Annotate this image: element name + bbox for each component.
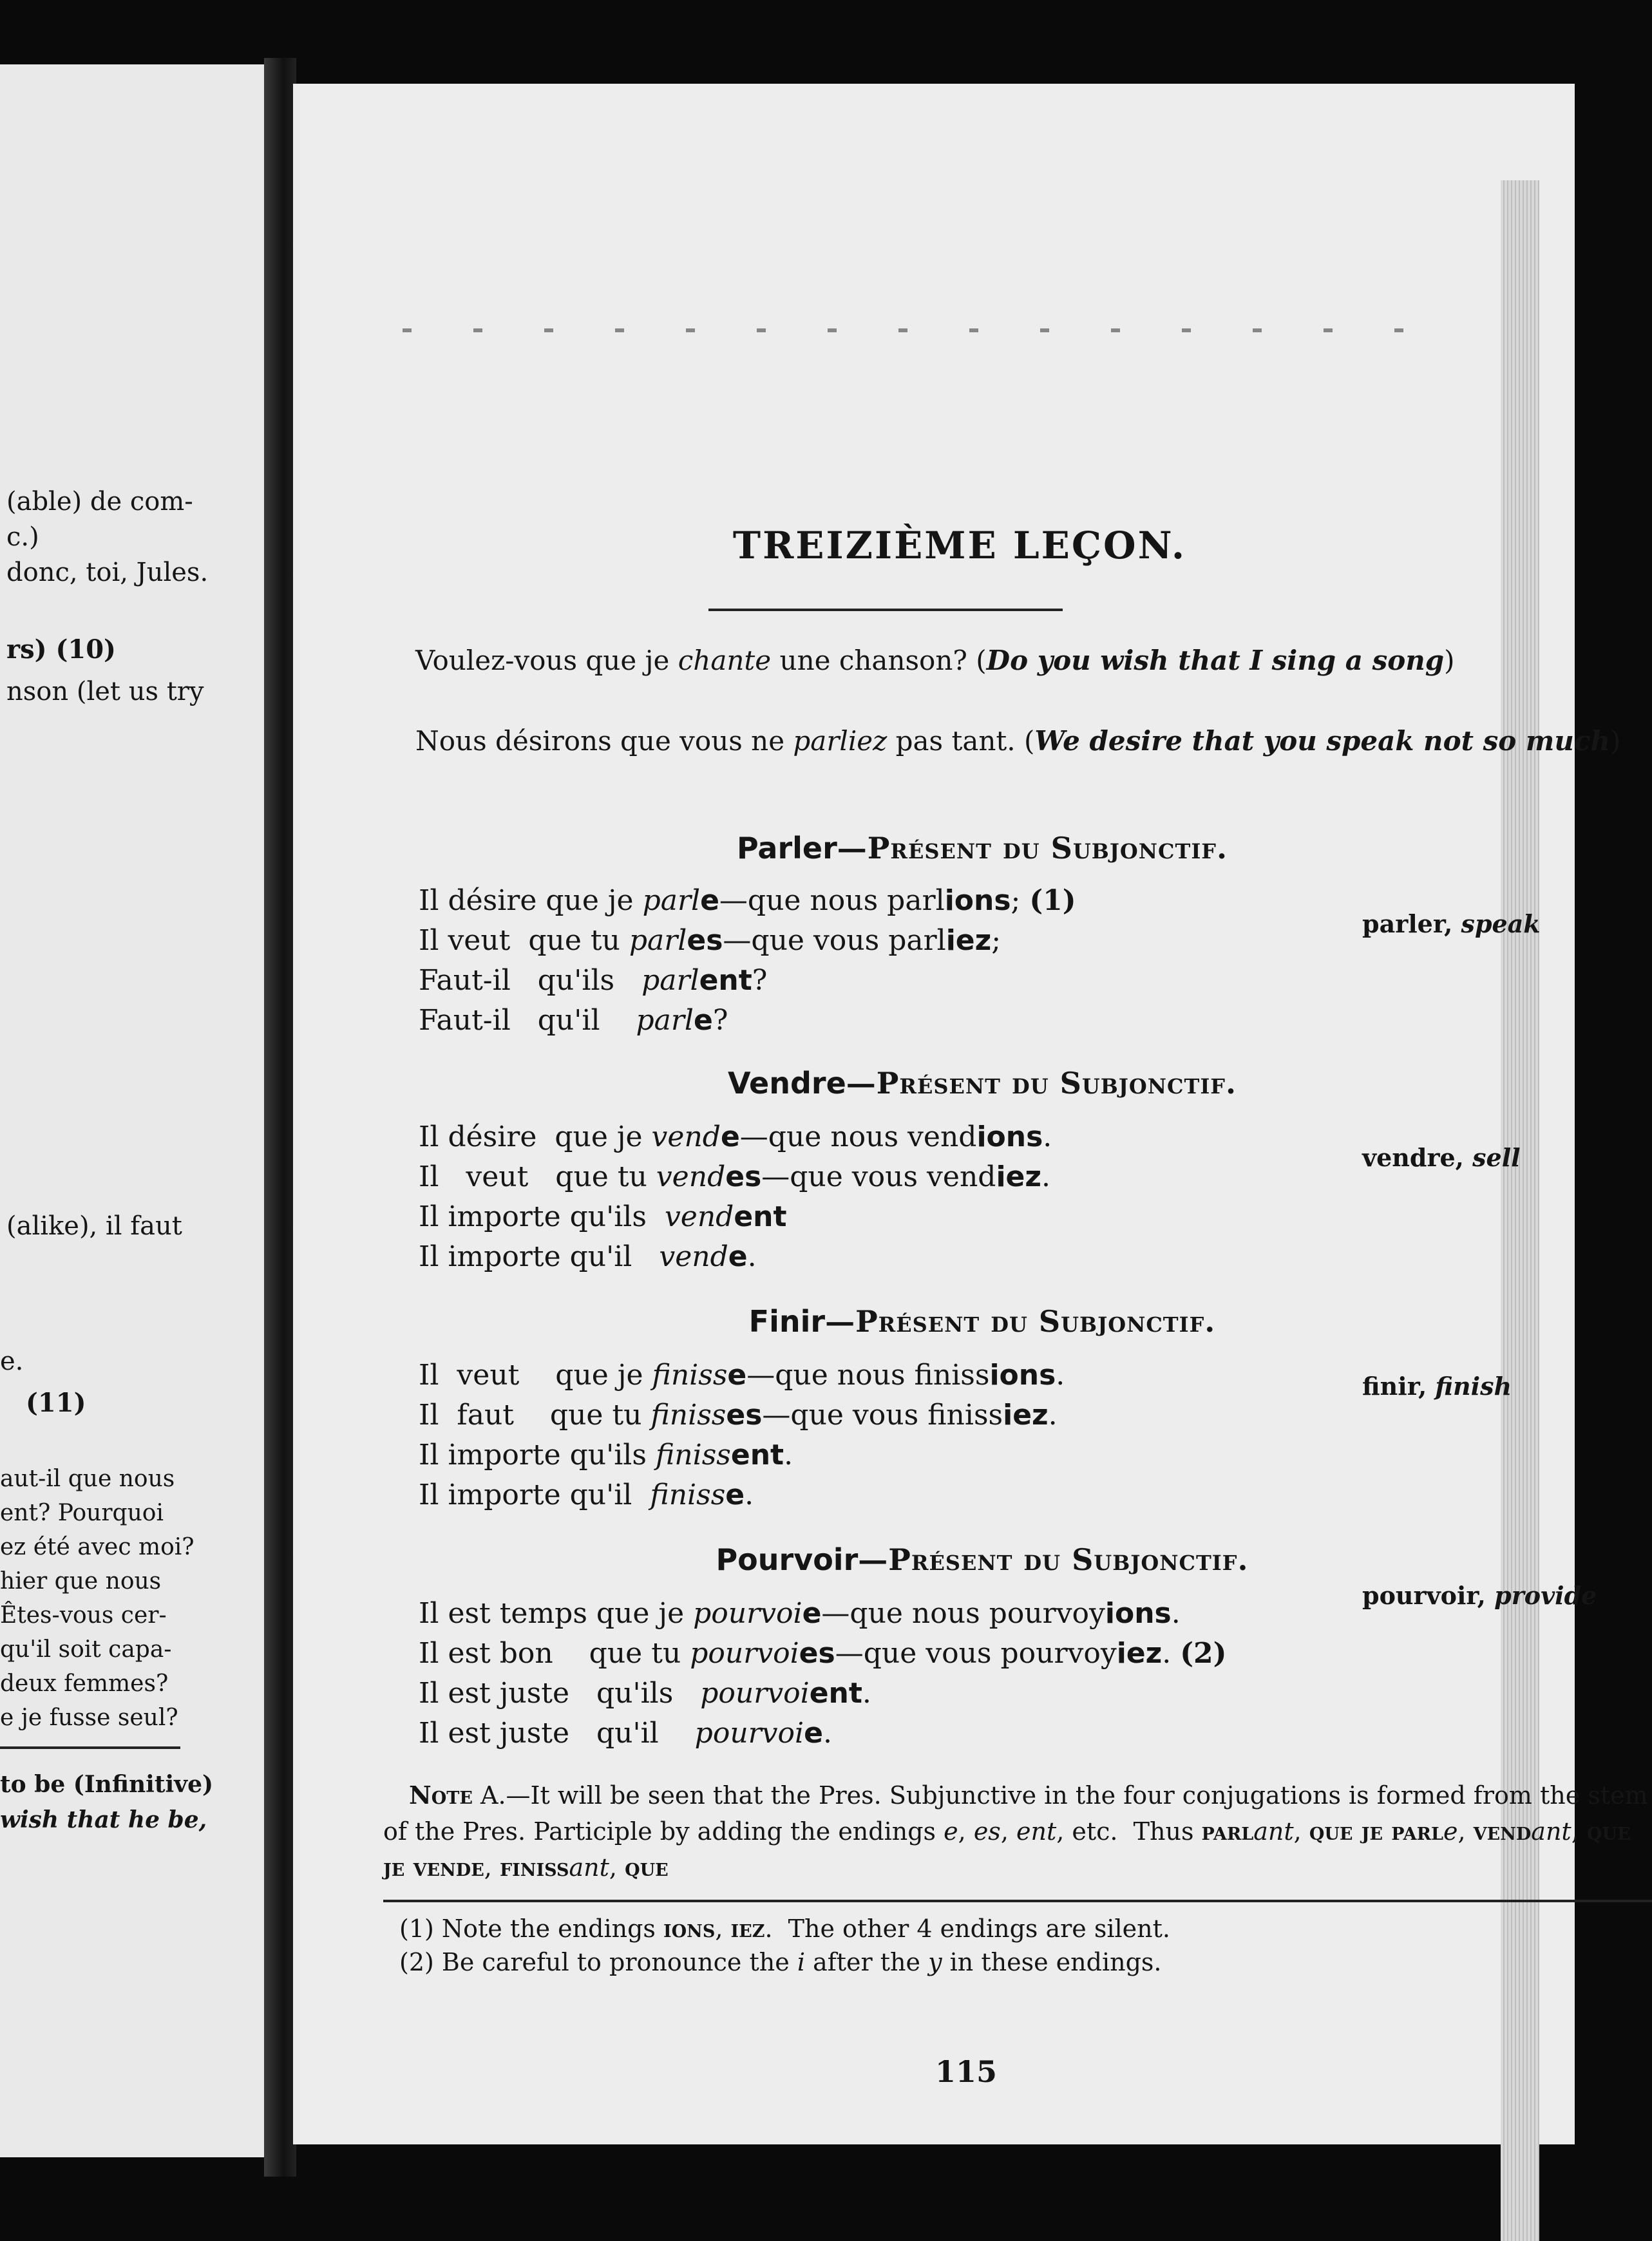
left-line: (11) (26, 1388, 86, 1418)
conjugation-row: Il faut que tu finisses—que vous finissiez. (419, 1399, 1058, 1432)
intro-sentence-2: Nous désirons que vous ne parliez pas tant. (We desire that you speak not so much) (415, 725, 1621, 757)
book-gutter (264, 58, 296, 2177)
footnote-1: (1) Note the endings ions, iez. The other 4 endings are silent. (399, 1914, 1170, 1943)
conjugation-row: Il veut que je finisse—que nous finissions. (419, 1359, 1065, 1392)
vocab-gloss: vendre, sell (1362, 1143, 1521, 1172)
left-line: c.) (6, 522, 39, 552)
scan-dots (403, 328, 1465, 332)
page-number: 115 (935, 2054, 998, 2089)
conjugation-row: Il veut que tu parles—que vous parliez; (419, 924, 1002, 957)
left-line: hier que nous (0, 1568, 162, 1594)
page-edge (1501, 180, 1539, 2241)
left-line: e je fusse seul? (0, 1705, 178, 1731)
conjugation-row: Il désire que je vende—que nous vendions. (419, 1120, 1052, 1153)
conjugation-row: Il est juste qu'il pourvoie. (419, 1717, 832, 1750)
left-line: (alike), il faut (6, 1211, 182, 1241)
left-line: donc, toi, Jules. (6, 558, 209, 587)
conjugation-row: Il importe qu'il finisse. (419, 1479, 754, 1511)
left-page-fragment (0, 64, 264, 2157)
left-line: e. (0, 1347, 24, 1376)
left-line: to be (Infinitive) (0, 1771, 214, 1798)
left-line: deux femmes? (0, 1670, 169, 1697)
left-line: qu'il soit capa- (0, 1636, 172, 1663)
section-heading-pourvoir: Pourvoir—Présent du Subjonctif. (716, 1542, 1249, 1577)
note-a: Note A.—It will be seen that the Pres. Subjunctive in the four conjugations is formed from the stem of the Pres. Participle by adding the endings e, es, ent, etc. Thus parlant, que je parle, vendant, que je vende, finissant, que (383, 1781, 1648, 1882)
section-heading-vendre: Vendre—Présent du Subjonctif. (727, 1066, 1237, 1101)
vocab-gloss: finir, finish (1362, 1372, 1512, 1401)
conjugation-row: Il est bon que tu pourvoies—que vous pourvoyiez. (2) (419, 1637, 1227, 1670)
left-line: (able) de com- (6, 487, 193, 516)
conjugation-row: Faut-il qu'ils parlent? (419, 964, 768, 997)
left-line: ent? Pourquoi (0, 1500, 164, 1526)
conjugation-row: Il est juste qu'ils pourvoient. (419, 1677, 871, 1710)
title-rule (708, 609, 1063, 611)
left-line: rs) (10) (6, 634, 116, 665)
conjugation-row: Il importe qu'ils vendent (419, 1200, 787, 1233)
conjugation-row: Il importe qu'il vende. (419, 1240, 757, 1273)
left-line: wish that he be, (0, 1806, 207, 1833)
conjugation-row: Il veut que tu vendes—que vous vendiez. (419, 1160, 1050, 1193)
conjugation-row: Il est temps que je pourvoie—que nous pourvoyions. (419, 1597, 1181, 1630)
conjugation-row: Il importe qu'ils finissent. (419, 1439, 793, 1471)
section-heading-parler: Parler—Présent du Subjonctif. (736, 831, 1228, 865)
left-line: aut-il que nous (0, 1466, 175, 1492)
left-divider (0, 1746, 180, 1749)
conjugation-row: Il désire que je parle—que nous parlions; (1) (419, 884, 1076, 917)
lesson-title: TREIZIÈME LEÇON. (732, 524, 1187, 567)
left-line: ez été avec moi? (0, 1534, 195, 1560)
vocab-gloss: pourvoir, provide (1362, 1581, 1597, 1610)
section-heading-finir: Finir—Présent du Subjonctif. (748, 1304, 1216, 1339)
footnote-rule (383, 1900, 1652, 1902)
right-page (293, 84, 1648, 2144)
left-line: Êtes-vous cer- (0, 1602, 167, 1629)
vocab-gloss: parler, speak (1362, 909, 1541, 938)
footnote-2: (2) Be careful to pronounce the i after the y in these endings. (399, 1948, 1162, 1976)
intro-sentence-1: Voulez-vous que je chante une chanson? (Do you wish that I sing a song) (415, 645, 1455, 676)
conjugation-row: Faut-il qu'il parle? (419, 1004, 728, 1037)
left-line: nson (let us try (6, 677, 204, 706)
